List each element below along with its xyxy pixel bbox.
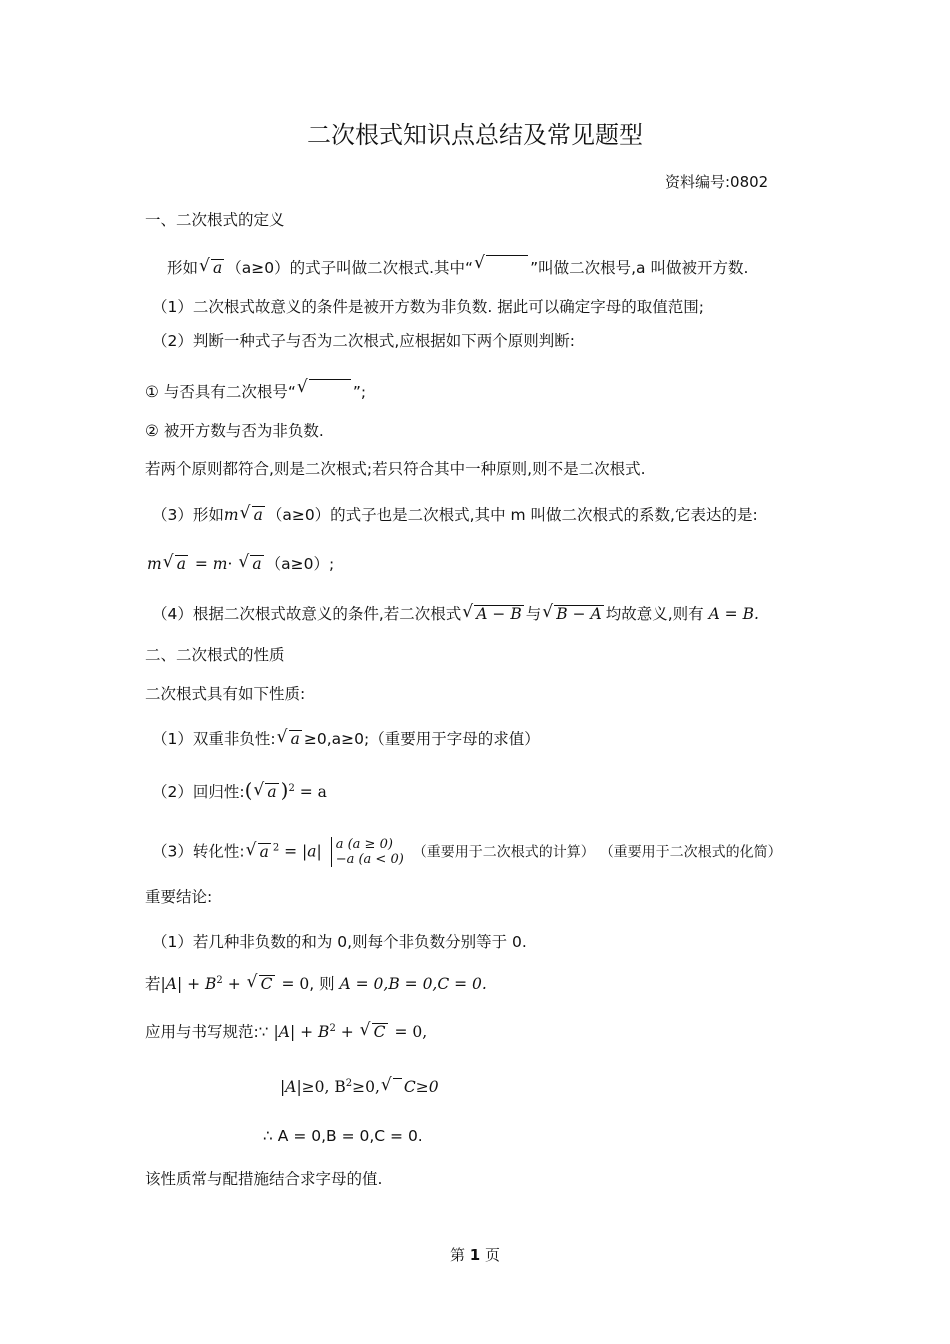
property-2: （2）回归性:(√ a )$^2$ = a <box>152 779 327 802</box>
point-1: （1）二次根式故意义的条件是被开方数为非负数. 据此可以确定字母的取值范围; <box>152 298 704 316</box>
point-2: （2）判断一种式子与否为二次根式,应根据如下两个原则判断: <box>152 332 576 350</box>
conclusion-1: （1）若几种非负数的和为 0,则每个非负数分别等于 0. <box>152 933 527 951</box>
conclusion-example: 若$|A| + B^2$ + √ C = 0, 则 A = 0,B = 0,C = 0. <box>145 971 487 994</box>
definition-line: 形如√ a （a≥0）的式子叫做二次根式.其中“√ ”叫做二次根号,a 叫做被开方数. <box>167 255 748 278</box>
radical-a: √ a <box>200 258 224 278</box>
final-note: 该性质常与配措施结合求字母的值. <box>145 1170 383 1188</box>
rule-conclusion: 若两个原则都符合,则是二次根式;若只符合其中一种原则,则不是二次根式. <box>145 460 646 478</box>
rule-1: ① 与否具有二次根号“√ ”; <box>145 379 366 402</box>
document-number: 资料编号:0802 <box>665 173 769 191</box>
section-2-heading: 二、二次根式的性质 <box>145 646 285 664</box>
properties-intro: 二次根式具有如下性质: <box>145 685 306 703</box>
radical-sign-symbol <box>298 379 351 402</box>
therefore-line: ∴ A = 0,B = 0,C = 0. <box>263 1127 423 1145</box>
point-4: （4）根据二次根式故意义的条件,若二次根式√ A − B 与√ B − A 均故意义,则有 A = B. <box>152 604 759 624</box>
property-1: （1）双重非负性:√ a ≥0,a≥0;（重要用于字母的求值） <box>152 729 540 749</box>
point-3: （3）形如m√ a （a≥0）的式子也是二次根式,其中 m 叫做二次根式的系数,它表达的是: <box>152 505 758 525</box>
page-title: 二次根式知识点总结及常见题型 <box>307 121 643 149</box>
application-line: 应用与书写规范:∵ $|A| + B^2$ + √ C = 0, <box>145 1019 427 1042</box>
important-conclusion: 重要结论: <box>145 888 213 906</box>
nonnegative-line: |A|≥0, $B^2\ge 0,√$ C≥0 <box>280 1074 439 1097</box>
rule-2: ② 被开方数与否为非负数. <box>145 422 324 440</box>
radical-sign-symbol <box>475 255 528 278</box>
section-1-heading: 一、二次根式的定义 <box>145 211 285 229</box>
property-3: （3）转化性:√ a $^2$ = |a| a (a ≥ 0) −a (a < 0) （重要用于二次根式的计算） （重要用于二次根式的化简） <box>152 837 782 867</box>
page-number: 第 1 页 <box>449 1246 501 1264</box>
coefficient-formula: m√ a = m· √ a （a≥0）; <box>147 554 334 574</box>
